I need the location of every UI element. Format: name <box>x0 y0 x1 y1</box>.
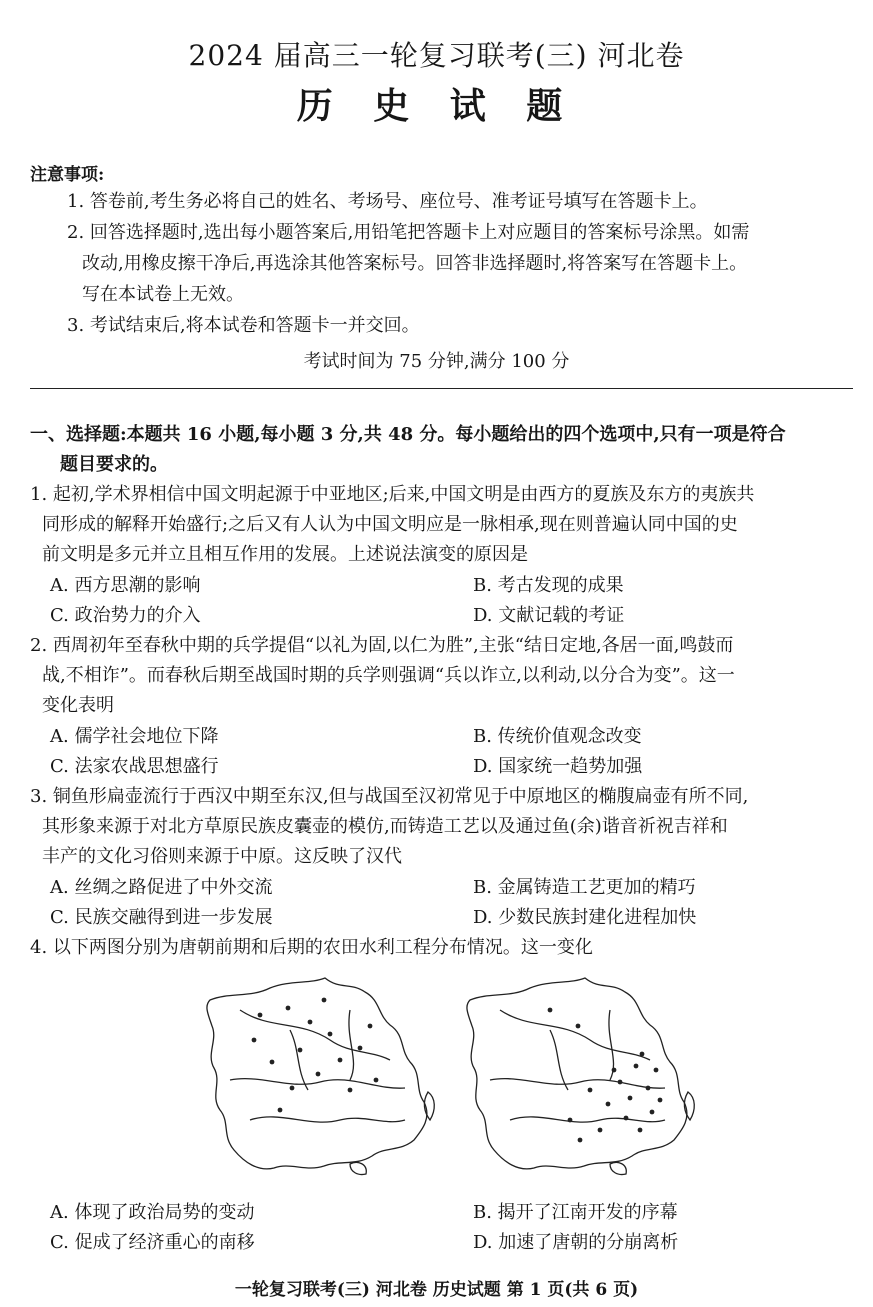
option-a[interactable]: A. 西方思潮的影响 <box>50 575 201 596</box>
option-b[interactable]: B. 金属铸造工艺更加的精巧 <box>473 877 696 898</box>
map-early-tang <box>200 970 445 1180</box>
question-line: 2. 西周初年至春秋中期的兵学提倡“以礼为固,以仁为胜”,主张“结日定地,各居一面,鸣鼓而 <box>30 635 734 656</box>
question-4 <box>30 933 858 963</box>
notes-heading: 注意事项: <box>30 165 105 185</box>
note-item: 3. 考试结束后,将本试卷和答题卡一并交回。 <box>67 315 420 336</box>
question-1 <box>30 480 858 570</box>
option-d[interactable]: D. 国家统一趋势加强 <box>473 756 643 777</box>
option-b[interactable]: B. 揭开了江南开发的序幕 <box>473 1202 678 1223</box>
exam-title: 2024 届高三一轮复习联考(三) 河北卷 <box>188 39 685 72</box>
question-line: 1. 起初,学术界相信中国文明起源于中亚地区;后来,中国文明是由西方的夏族及东方的夷族共 <box>30 484 755 505</box>
divider <box>30 388 853 389</box>
page-footer: 一轮复习联考(三) 河北卷 历史试题 第 1 页(共 6 页) <box>234 1280 639 1300</box>
question-3 <box>30 782 858 872</box>
question-line: 丰产的文化习俗则来源于中原。这反映了汉代 <box>42 846 402 867</box>
question-line: 变化表明 <box>42 695 114 716</box>
section-heading-line: 一、选择题:本题共 16 小题,每小题 3 分,共 48 分。每小题给出的四个选项中,只有一项是符合 <box>30 424 786 445</box>
question-line: 战,不相诈”。而春秋后期至战国时期的兵学则强调“兵以诈立,以利动,以分合为变”。这一 <box>42 665 735 686</box>
section-heading <box>30 420 860 480</box>
note-item: 1. 答卷前,考生务必将自己的姓名、考场号、座位号、准考证号填写在答题卡上。 <box>67 191 708 212</box>
option-d[interactable]: D. 文献记载的考证 <box>473 605 625 626</box>
option-c[interactable]: C. 促成了经济重心的南移 <box>50 1232 255 1253</box>
note-item: 2. 回答选择题时,选出每小题答案后,用铅笔把答题卡上对应题目的答案标号涂黑。如需 <box>67 222 750 243</box>
option-d[interactable]: D. 少数民族封建化进程加快 <box>473 907 697 928</box>
option-a[interactable]: A. 丝绸之路促进了中外交流 <box>50 877 273 898</box>
note-item: 改动,用橡皮擦干净后,再选涂其他答案标号。回答非选择题时,将答案写在答题卡上。 <box>82 253 748 274</box>
option-c[interactable]: C. 政治势力的介入 <box>50 605 201 626</box>
option-b[interactable]: B. 传统价值观念改变 <box>473 726 642 747</box>
note-item: 写在本试卷上无效。 <box>82 284 244 305</box>
option-a[interactable]: A. 儒学社会地位下降 <box>50 726 219 747</box>
option-c[interactable]: C. 民族交融得到进一步发展 <box>50 907 273 928</box>
map-late-tang <box>460 970 705 1180</box>
question-line: 前文明是多元并立且相互作用的发展。上述说法演变的原因是 <box>42 544 528 565</box>
question-line: 同形成的解释开始盛行;之后又有人认为中国文明应是一脉相承,现在则普遍认同中国的史 <box>42 514 738 535</box>
section-heading-line: 题目要求的。 <box>60 454 168 475</box>
question-line: 3. 铜鱼形扁壶流行于西汉中期至东汉,但与战国至汉初常见于中原地区的椭腹扁壶有所不同, <box>30 786 749 807</box>
subject-title: 历 史 试 题 <box>296 85 577 127</box>
question-line: 其形象来源于对北方草原民族皮囊壶的模仿,而铸造工艺以及通过鱼(余)谐音祈祝吉祥和 <box>42 816 728 837</box>
question-line: 4. 以下两图分别为唐朝前期和后期的农田水利工程分布情况。这一变化 <box>30 937 593 958</box>
exam-time-info: 考试时间为 75 分钟,满分 100 分 <box>303 351 570 372</box>
option-c[interactable]: C. 法家农战思想盛行 <box>50 756 219 777</box>
option-b[interactable]: B. 考古发现的成果 <box>473 575 624 596</box>
question-2 <box>30 631 858 721</box>
option-d[interactable]: D. 加速了唐朝的分崩离析 <box>473 1232 679 1253</box>
option-a[interactable]: A. 体现了政治局势的变动 <box>50 1202 255 1223</box>
